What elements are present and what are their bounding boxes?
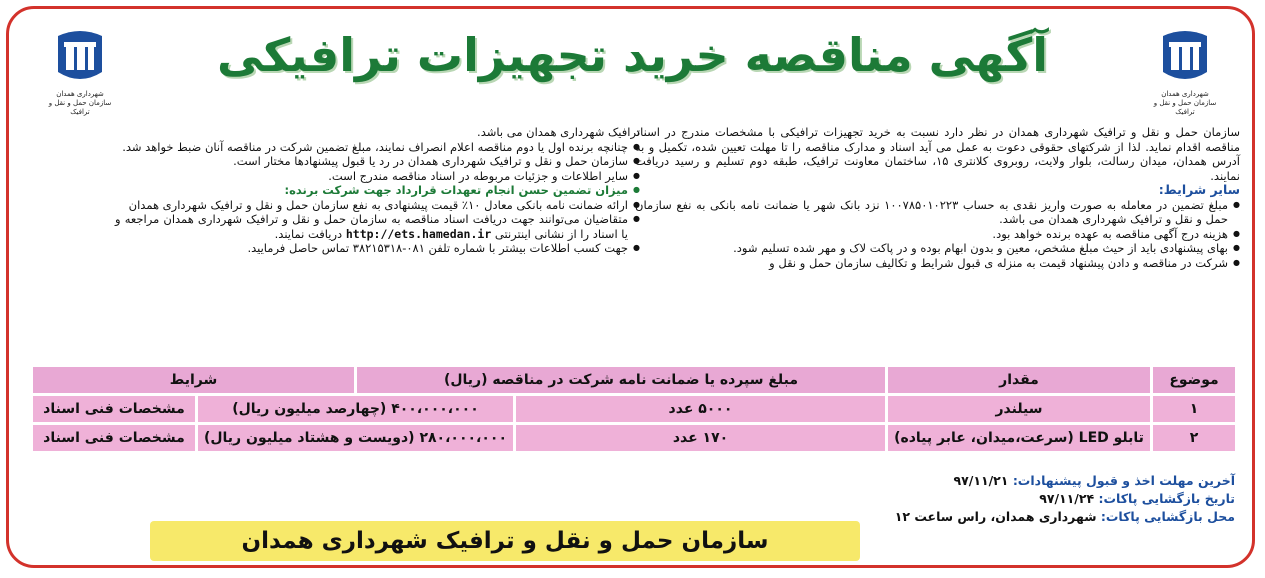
row-terms: مشخصات فنی اسناد <box>33 396 195 422</box>
condition-item: ● هزینه درج آگهی مناقصه به عهده برنده خواهد بود. <box>635 227 1240 242</box>
info-item: ● جهت کسب اطلاعات بیشتر با شماره تلفن ۰۸۱-۳۸۲۱۵۳۱۸ تماس حاصل فرمایید. <box>115 241 640 256</box>
deadline-line <box>855 472 1235 489</box>
organization-banner: سازمان حمل و نقل و ترافیک شهرداری همدان <box>150 521 860 561</box>
place-value: شهرداری همدان، راس ساعت ۱۲ <box>894 509 1097 524</box>
other-conditions-heading: سایر شرایط: <box>1158 182 1240 197</box>
opening-line <box>855 490 1235 507</box>
place-line <box>855 508 1235 525</box>
table-header-row <box>33 367 1235 393</box>
municipality-logo-icon <box>1155 28 1215 90</box>
table-row <box>33 425 1235 451</box>
deadline-label: آخرین مهلت اخذ و قبول پیشنهادات: <box>1012 473 1235 488</box>
logo-right <box>1145 28 1225 118</box>
condition-item: ● سایر اطلاعات و جزئیات مربوطه در اسناد مناقصه مندرج است. <box>115 169 640 184</box>
right-column <box>635 125 1240 270</box>
guarantee-item: ● ارائه ضمانت نامه بانکی معادل ۱۰٪ قیمت پیشنهادی به نفع سازمان حمل و نقل و ترافیک شهرداری همدان <box>115 198 640 213</box>
opening-label: تاریخ بازگشایی پاکات: <box>1098 491 1235 506</box>
row-deposit: ۴۰۰،۰۰۰،۰۰۰ (چهارصد میلیون ریال) <box>198 396 513 422</box>
table-row <box>33 396 1235 422</box>
row-subject: سیلندر <box>888 396 1150 422</box>
deadline-value: ۹۷/۱۱/۲۱ <box>953 473 1009 488</box>
applicants-item: ● متقاضیان می‌توانند جهت دریافت اسناد مناقصه به سازمان حمل و نقل و ترافیک شهرداری همدان مراجعه و یا اسناد را از نشانی اینترنتی http://ets.hamedan.ir دریافت نمایند. <box>115 212 640 241</box>
place-label: محل بازگشایی پاکات: <box>1100 509 1235 524</box>
row-quantity: ۱۷۰ عدد <box>516 425 885 451</box>
page-title: آگهی مناقصه خرید تجهیزات ترافیکی <box>217 28 1048 82</box>
logo-left <box>40 28 120 118</box>
opening-value: ۹۷/۱۱/۲۴ <box>1039 491 1095 506</box>
intro-paragraph: سازمان حمل و نقل و ترافیک شهرداری همدان در نظر دارد نسبت به خرید تجهیزات ترافیکی با مشخصات مندرج در اسناد مناقصه اقدام نماید. لذا از شرکتهای حقوقی دعوت به عمل می آید اسناد و مدارک مناقصه را تا مهلت تعیین شده، تکمیل و به آدرس همدان، میدان رسالت، بلوار ولایت، روبروی کلانتری ۱۵، ساختمان معاونت ترافیک، طبقه دوم تسلیم و رسید دریافت نمایند. <box>635 125 1240 183</box>
condition-item: ● شرکت در مناقصه و دادن پیشنهاد قیمت به منزله ی قبول شرایط و تکالیف سازمان حمل و نقل و <box>635 256 1240 271</box>
header-terms: شرایط <box>33 367 354 393</box>
logo-caption: شهرداری همدان سازمان حمل و نقل و ترافیک <box>48 90 112 116</box>
tender-table <box>30 364 1238 454</box>
condition-item: ● بهای پیشنهادی باید از حیث مبلغ مشخص، معین و بدون ابهام بوده و در پاکت لاک و مهر شده تسلیم شود. <box>635 241 1240 256</box>
website-link[interactable]: http://ets.hamedan.ir <box>345 226 492 241</box>
left-column <box>115 125 640 256</box>
row-terms: مشخصات فنی اسناد <box>33 425 195 451</box>
row-quantity: ۵۰۰۰ عدد <box>516 396 885 422</box>
row-number: ۱ <box>1153 396 1235 422</box>
condition-item: ● سازمان حمل و نقل و ترافیک شهرداری همدان در رد یا قبول پیشنهادها مختار است. <box>115 154 640 169</box>
continuation-text: ترافیک شهرداری همدان می باشد. <box>477 125 640 139</box>
condition-item: ● چنانچه برنده اول یا دوم مناقصه اعلام انصراف نمایند، مبلغ تضمین شرکت در مناقصه آنان ضبط خواهد شد. <box>115 140 640 155</box>
header-quantity: مقدار <box>888 367 1150 393</box>
guarantee-heading: ● میزان تضمین حسن انجام تعهدات قرارداد جهت شرکت برنده: <box>115 183 640 198</box>
row-subject: تابلو LED (سرعت،میدان، عابر پیاده) <box>888 425 1150 451</box>
header-deposit: مبلغ سپرده یا ضمانت نامه شرکت در مناقصه (ریال) <box>357 367 885 393</box>
condition-item: ● مبلغ تضمین در معامله به صورت واریز نقدی به حساب ۱۰۰۷۸۵۰۱۰۲۲۳ نزد بانک شهر یا ضمانت نامه بانکی به نفع سازمان حمل و نقل و ترافیک شهرداری همدان می باشد. <box>635 198 1240 227</box>
header-subject: موضوع <box>1153 367 1235 393</box>
municipality-logo-icon <box>50 28 110 90</box>
row-deposit: ۲۸۰،۰۰۰،۰۰۰ (دویست و هشتاد میلیون ریال) <box>198 425 513 451</box>
logo-caption: شهرداری همدان سازمان حمل و نقل و ترافیک <box>1153 90 1217 116</box>
row-number: ۲ <box>1153 425 1235 451</box>
